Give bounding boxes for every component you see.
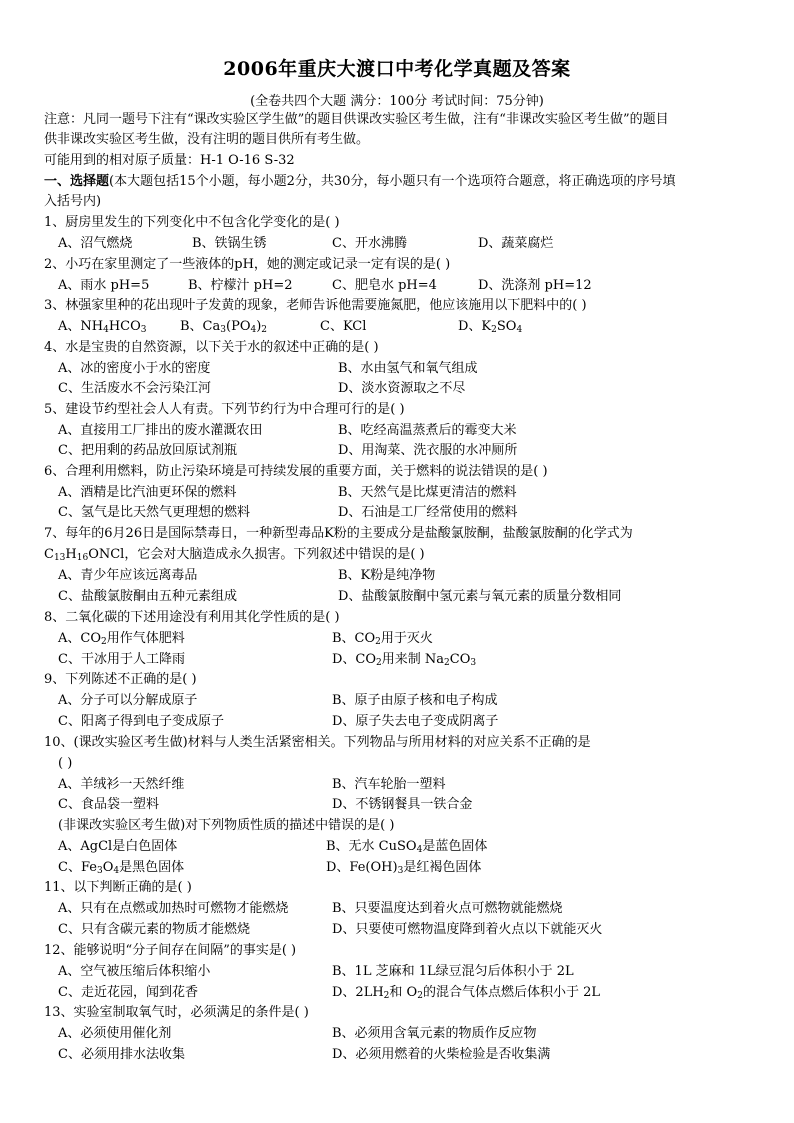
q10-option-a: A、羊绒衫一天然纤维	[58, 777, 185, 792]
q11-option-b: B、只要温度达到着火点可燃物就能燃烧	[332, 901, 563, 916]
q1-option-d: D、蔬菜腐烂	[478, 236, 554, 251]
question-10-alt-stem: (非课改实验区考生做)对下列物质性质的描述中错误的是( )	[58, 818, 395, 833]
q4-option-c: C、生活废水不会污染江河	[58, 381, 211, 396]
q13-option-a: A、必须使用催化剂	[58, 1026, 172, 1041]
atomic-masses: 可能用到的相对原子质量：H-1 O-16 S-32	[44, 153, 295, 168]
q8-option-d: D、$CO_2$用来制 $Na_2CO_3$	[332, 652, 477, 668]
q12-option-a: A、空气被压缩后体积缩小	[58, 964, 211, 979]
question-10-stem: 10、(课改实验区考生做)材料与人类生活紧密相关。下列物品与所用材料的对应关系不正确的是	[44, 735, 591, 750]
q6-option-d: D、石油是工厂经常使用的燃料	[338, 505, 518, 520]
q7-option-d: D、盐酸氯胺酮中氢元素与氧元素的质量分数相同	[338, 589, 622, 604]
question-12-stem: 12、能够说明“分子间存在间隔”的事实是( )	[44, 943, 297, 958]
question-7-stem: 7、每年的6月26日是国际禁毒日，一种新型毒品K粉的主要成分是盐酸氯胺酮，盐酸氯胺酮的化学式为	[44, 526, 633, 541]
q6-option-a: A、酒精是比汽油更环保的燃料	[58, 485, 237, 500]
q13-option-c: C、必须用排水法收集	[58, 1047, 185, 1062]
q9-option-d: D、原子失去电子变成阴离子	[332, 714, 499, 729]
section-description-2: 入括号内)	[44, 194, 102, 209]
q11-option-a: A、只有在点燃或加热时可燃物才能燃烧	[58, 901, 289, 916]
q10-alt-option-b: B、无水 CuSO$_4$是蓝色固体	[326, 839, 488, 855]
q5-option-a: A、直接用工厂排出的废水灌溉农田	[58, 423, 263, 438]
question-7-stem-2: $C_{13}H_{16}ONCl$，它会对大脑造成永久损害。下列叙述中错误的是( )	[44, 547, 425, 563]
question-3-stem: 3、林强家里种的花出现叶子发黄的现象，老师告诉他需要施氮肥，他应该施用以下肥料中的( )	[44, 298, 587, 313]
q11-option-d: D、只要使可燃物温度降到着火点以下就能灭火	[332, 922, 603, 937]
question-8-stem: 8、二氧化碳的下述用途没有利用其化学性质的是( )	[44, 610, 340, 625]
q5-option-d: D、用淘菜、洗衣服的水冲厕所	[338, 443, 518, 458]
q10-option-c: C、食品袋一塑料	[58, 797, 159, 812]
q3-option-a: A、$NH_4HCO_3$	[58, 319, 147, 335]
section-description: (本大题包括15个小题，每小题2分，共30分，每小题只有一个选项符合题意，将正确选项的序号填	[109, 174, 676, 189]
question-2-stem: 2、小巧在家里测定了一些液体的pH，她的测定或记录一定有误的是( )	[44, 257, 451, 272]
q4-option-a: A、冰的密度小于水的密度	[58, 361, 211, 376]
q10-option-d: D、不锈钢餐具一铁合金	[332, 797, 473, 812]
q2-option-c: C、肥皂水 pH=4	[332, 278, 437, 293]
q9-option-c: C、阳离子得到电子变成原子	[58, 714, 224, 729]
question-13-stem: 13、实验室制取氧气时，必须满足的条件是( )	[44, 1005, 309, 1020]
q4-option-b: B、水由氢气和氧气组成	[338, 361, 478, 376]
q11-option-c: C、只有含碳元素的物质才能燃烧	[58, 922, 250, 937]
exam-info: (全卷共四个大题 满分：100分 考试时间：75分钟)	[250, 94, 544, 109]
question-9-stem: 9、下列陈述不正确的是( )	[44, 672, 197, 687]
q9-option-b: B、原子由原子核和电子构成	[332, 693, 498, 708]
q10-alt-option-d: D、$Fe(OH)_3$是红褐色固体	[326, 860, 482, 876]
q7-option-a: A、青少年应该远离毒品	[58, 568, 198, 583]
q7-option-b: B、K粉是纯净物	[338, 568, 436, 583]
q2-option-d: D、洗涤剂 pH=12	[478, 278, 592, 293]
question-5-stem: 5、建设节约型社会人人有责。下列节约行为中合理可行的是( )	[44, 402, 405, 417]
question-1-stem: 1、厨房里发生的下列变化中不包含化学变化的是( )	[44, 215, 340, 230]
q8-option-c: C、干冰用于人工降雨	[58, 652, 185, 667]
q10-option-b: B、汽车轮胎一塑料	[332, 777, 446, 792]
q12-option-b: B、1L 芝麻和 1L绿豆混匀后体积小于 2L	[332, 964, 574, 979]
q7-option-c: C、盐酸氯胺酮由五种元素组成	[58, 589, 237, 604]
section-heading-line	[44, 173, 756, 191]
section-heading: 一、选择题	[44, 174, 110, 189]
q6-option-c: C、氢气是比天然气更理想的燃料	[58, 505, 250, 520]
q8-option-a: A、$CO_2$用作气体肥料	[58, 631, 185, 647]
q5-option-c: C、把用剩的药品放回原试剂瓶	[58, 443, 237, 458]
q13-option-b: B、必须用含氧元素的物质作反应物	[332, 1026, 537, 1041]
question-10-stem-2: ( )	[58, 756, 73, 771]
question-11-stem: 11、以下判断正确的是( )	[44, 880, 192, 895]
q1-option-b: B、铁锅生锈	[192, 236, 267, 251]
q1-option-a: A、沼气燃烧	[58, 236, 133, 251]
question-6-stem: 6、合理利用燃料，防止污染环境是可持续发展的重要方面，关于燃料的说法错误的是( )	[44, 464, 548, 479]
q6-option-b: B、天然气是比煤更清洁的燃料	[338, 485, 517, 500]
note-line-2: 供非课改实验区考生做，没有注明的题目供所有考生做。	[44, 132, 370, 147]
q10-alt-option-c: C、$Fe_3O_4$是黑色固体	[58, 860, 185, 876]
q2-option-a: A、雨水 pH=5	[58, 278, 150, 293]
q9-option-a: A、分子可以分解成原子	[58, 693, 198, 708]
q2-option-b: B、柠檬汁 pH=2	[188, 278, 293, 293]
q4-option-d: D、淡水资源取之不尽	[338, 381, 466, 396]
q13-option-d: D、必须用燃着的火柴检验是否收集满	[332, 1047, 551, 1062]
q3-option-b: B、$Ca_3(PO_4)_2$	[180, 319, 268, 335]
note-line-1: 注意：凡同一题号下注有“课改实验区学生做”的题目供课改实验区考生做，注有“非课改实验区考生做”的题目	[44, 112, 669, 127]
q12-option-d: D、$2LH_2$和 $O_2$的混合气体点燃后体积小于 2L	[332, 985, 600, 1001]
q1-option-c: C、开水沸腾	[332, 236, 407, 251]
q10-alt-option-a: A、AgCl是白色固体	[58, 839, 178, 854]
q3-option-c: C、KCl	[320, 319, 367, 334]
q3-option-d: D、$K_2SO_4$	[458, 319, 523, 335]
q8-option-b: B、$CO_2$用于灭火	[332, 631, 433, 647]
page-title: 2006年重庆大渡口中考化学真题及答案	[223, 58, 571, 80]
q5-option-b: B、吃经高温蒸煮后的霉变大米	[338, 423, 517, 438]
q12-option-c: C、走近花园，闻到花香	[58, 985, 198, 1000]
question-4-stem: 4、水是宝贵的自然资源，以下关于水的叙述中正确的是( )	[44, 340, 379, 355]
